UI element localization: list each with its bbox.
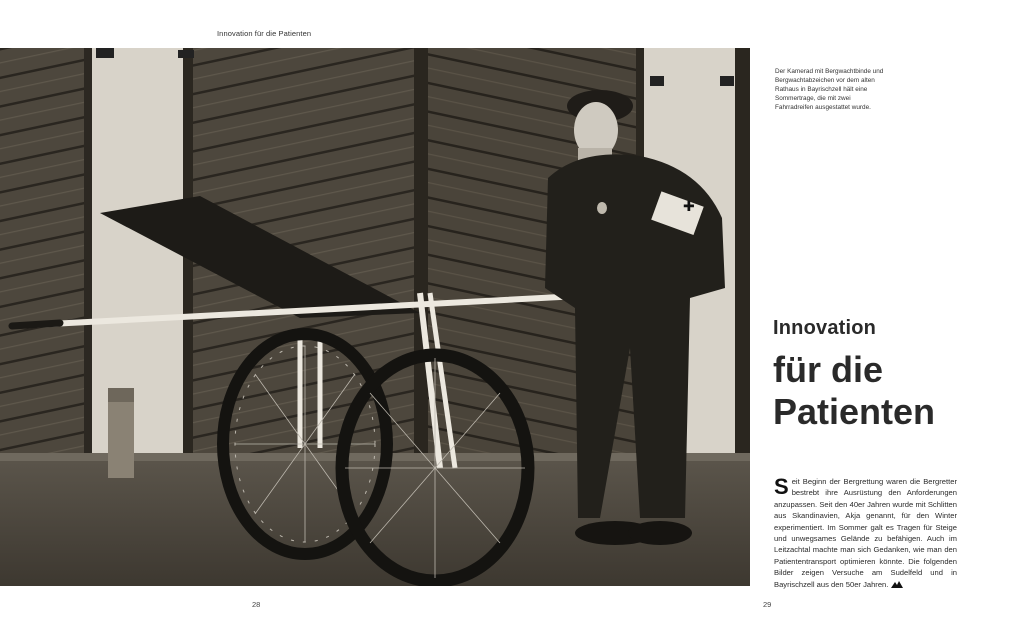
photo-caption: Der Kamerad mit Bergwachtbinde und Bergwachtabzeichen vor dem alten Rathaus in Bayrischzell hält eine Sommertrage, die mit zwei Fahrradreifen ausgestattet wurde. bbox=[775, 68, 884, 111]
drop-cap: S bbox=[774, 474, 789, 499]
title-main-line-2: Patienten bbox=[773, 391, 936, 432]
wooden-post bbox=[108, 398, 134, 478]
wheel-left bbox=[223, 334, 387, 554]
title-kicker: Innovation bbox=[773, 317, 877, 339]
page-number-right: 29 bbox=[763, 600, 772, 609]
body-text: eit Beginn der Bergrettung waren die Bergretter bestrebt ihre Ausrüstung den Anforderungen anzupassen. Seit den 40er Jahren wurde mit Schlitten aus Skandinavien, Akja genannt, für den Winter experimentiert. Im Sommer galt es Tragen für Steige und unwegsames Gelände zu befähigen. Auch im Leitzachtal machte man sich Gedanken, wie man den Patiententransport optimieren könnte. Die folgenden Bilder zeigen Versuche am Sudelfeld und in Bayrischzell aus den 50er Jahren. bbox=[774, 477, 957, 589]
title-main-line-1: für die bbox=[773, 349, 884, 390]
svg-text:✚: ✚ bbox=[683, 199, 695, 215]
door-left bbox=[0, 48, 90, 458]
article-title bbox=[773, 315, 1003, 433]
wheel-right bbox=[342, 355, 528, 581]
running-head: Innovation für die Patienten bbox=[217, 29, 312, 38]
historical-photo bbox=[0, 48, 750, 586]
photo-illustration bbox=[0, 48, 750, 586]
page-number-left: 28 bbox=[252, 600, 261, 609]
mountain-end-icon bbox=[891, 580, 903, 588]
body-paragraph bbox=[774, 476, 957, 590]
